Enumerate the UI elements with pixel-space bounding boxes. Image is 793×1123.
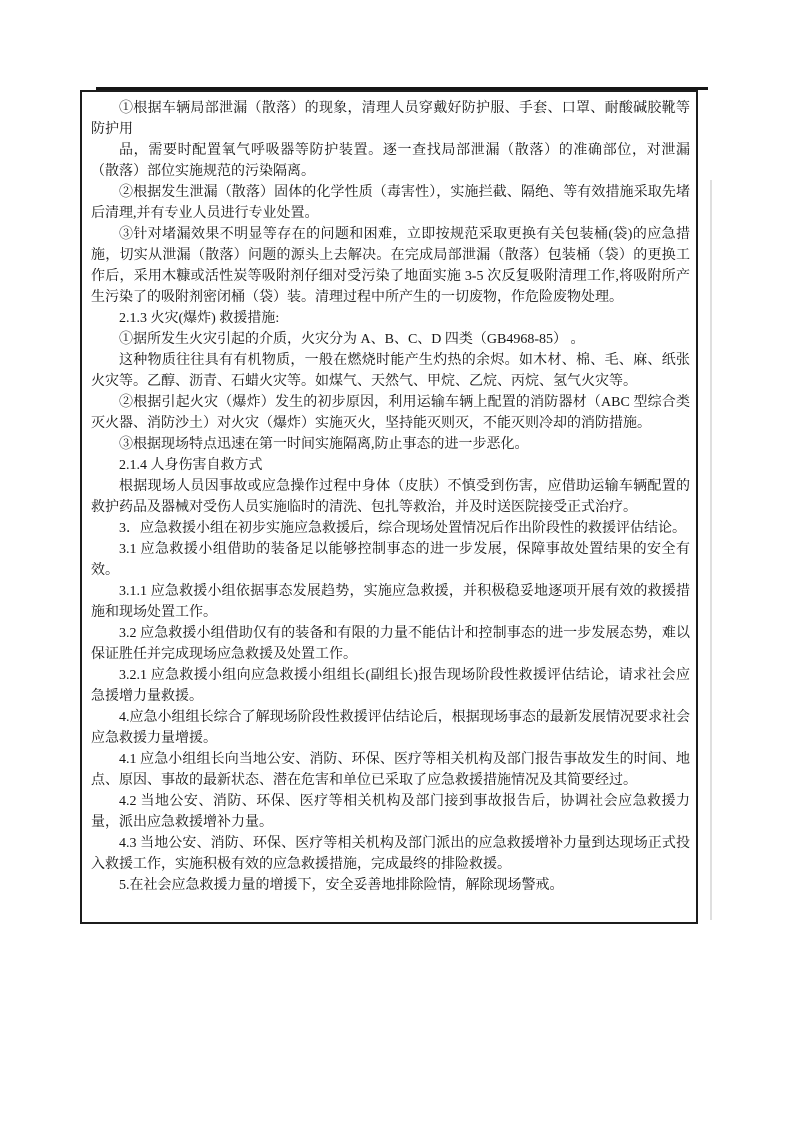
paragraph: ②根据发生泄漏（散落）固体的化学性质（毒害性），实施拦截、隔绝、等有效措施采取先堵后清理,并有专业人员进行专业处置。	[91, 185, 690, 221]
scan-noise-line	[710, 180, 712, 920]
document-table-cell	[80, 90, 698, 924]
paragraph: ③针对堵漏效果不明显等存在的问题和困难，立即按规范采取更换有关包装桶(袋)的应急措施，切实从泄漏（散落）问题的源头上去解决。在完成局部泄漏（散落）包装桶（袋）的更换工作后，采用木糠或活性炭等吸附剂仔细对受污染了地面实施 3-5 次反复吸附清理工作,将吸附所产生污染了的吸附剂密闭桶（袋）装。清理过程中所产生的一切废物，作危险废物处理。	[91, 227, 690, 305]
paragraph: 这种物质往往具有有机物质，一般在燃烧时能产生灼热的余烬。如木材、棉、毛、麻、纸张火灾等。乙醇、沥青、石蜡火灾等。如煤气、天然气、甲烷、乙烷、丙烷、氢气火灾等。	[91, 353, 690, 389]
paragraph: 3.2.1 应急救援小组向应急救援小组组长(副组长)报告现场阶段性救援评估结论，请求社会应急援增力量救援。	[91, 668, 690, 704]
paragraph: ③根据现场特点迅速在第一时间实施隔离,防止事态的进一步恶化。	[119, 437, 529, 452]
paragraph: 5.在社会应急救援力量的增援下，安全妥善地排除险情，解除现场警戒。	[119, 878, 564, 893]
paragraph: 4.2 当地公安、消防、环保、医疗等相关机构及部门接到事故报告后，协调社会应急救援力量，派出应急救援增补力量。	[91, 794, 690, 830]
paragraph: ②根据引起火灾（爆炸）发生的初步原因，利用运输车辆上配置的消防器材（ABC 型综合类灭火器、消防沙土）对火灾（爆炸）实施灭火，坚持能灭则灭，不能灭则冷却的消防措施。	[91, 395, 690, 431]
paragraph: 根据现场人员因事故或应急操作过程中身体（皮肤）不慎受到伤害，应借助运输车辆配置的救护药品及器械对受伤人员实施临时的清洗、包扎等救治，并及时送医院接受正式治疗。	[91, 479, 690, 515]
section-heading: 2.1.4 人身伤害自救方式	[119, 458, 263, 473]
paragraph: 4.3 当地公安、消防、环保、医疗等相关机构及部门派出的应急救援增补力量到达现场正式投入救援工作，实施积极有效的应急救援措施，完成最终的排险救援。	[91, 836, 690, 872]
paragraph: 4.1 应急小组组长向当地公安、消防、环保、医疗等相关机构及部门报告事故发生的时间、地点、原因、事故的最新状态、潜在危害和单位已采取了应急救援措施情况及其简要经过。	[91, 752, 690, 788]
section-heading: 2.1.3 火灾(爆炸) 救援措施:	[119, 311, 280, 326]
paragraph: 3.1 应急救援小组借助的装备足以能够控制事态的进一步发展，保障事故处置结果的安全有效。	[91, 542, 690, 578]
paragraph: ①据所发生火灾引起的介质，火灾分为 A、B、C、D 四类（GB4968-85） 。	[119, 332, 585, 347]
paragraph: 3．应急救援小组在初步实施应急救援后，综合现场处置情况后作出阶段性的救援评估结论。	[119, 521, 686, 536]
paragraph: ①根据车辆局部泄漏（散落）的现象，清理人员穿戴好防护服、手套、口罩、耐酸碱胶靴等防护用	[91, 101, 690, 137]
paragraph: 4.应急小组组长综合了解现场阶段性救援评估结论后，根据现场事态的最新发展情况要求社会应急救援力量增援。	[91, 710, 690, 746]
paragraph: 3.2 应急救援小组借助仅有的装备和有限的力量不能估计和控制事态的进一步发展态势，难以保证胜任并完成现场应急救援及处置工作。	[91, 626, 690, 662]
paragraph: 3.1.1 应急救援小组依据事态发展趋势，实施应急救援，并积极稳妥地逐项开展有效的救援措施和现场处置工作。	[91, 584, 690, 620]
paragraph: 品，需要时配置氧气呼吸器等防护装置。逐一查找局部泄漏（散落）的准确部位，对泄漏（散落）部位实施规范的污染隔离。	[91, 143, 690, 179]
